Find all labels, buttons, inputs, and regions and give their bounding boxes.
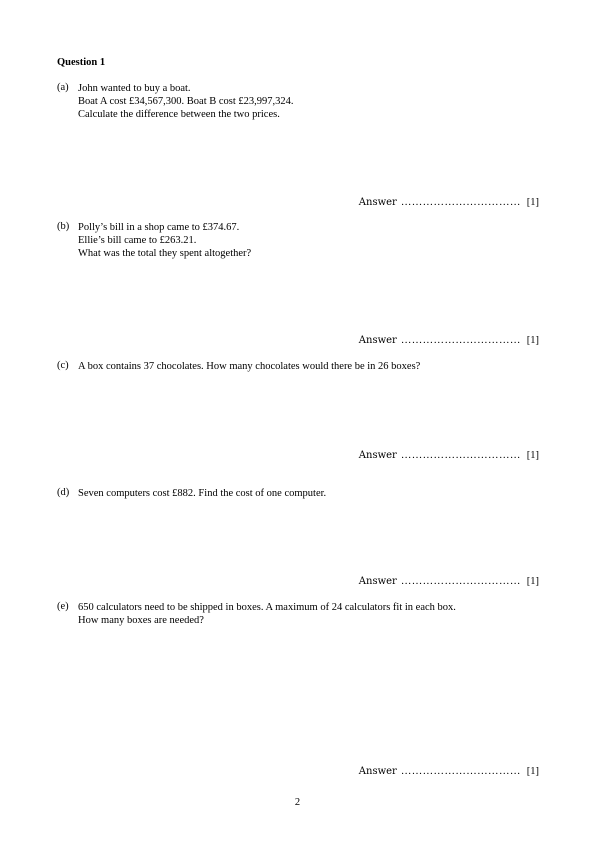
part-line: A box contains 37 chocolates. How many chocolates would there be in 26 boxes? [78, 361, 421, 372]
part-line: What was the total they spent altogether? [78, 248, 252, 259]
part-line: Calculate the difference between the two prices. [78, 109, 280, 120]
part-text [78, 601, 456, 627]
answer-line-e[interactable] [359, 766, 539, 777]
part-line: Boat A cost £34,567,300. Boat B cost £23,997,324. [78, 96, 294, 107]
part-text [78, 487, 326, 500]
part-text [78, 82, 294, 121]
part-label: (e) [57, 601, 69, 612]
question-title: Question 1 [57, 57, 106, 68]
part-label: (c) [57, 360, 69, 371]
part-line: 650 calculators need to be shipped in boxes. A maximum of 24 calculators fit in each box. [78, 602, 456, 613]
marks-label: [1] [526, 766, 539, 777]
part-text [78, 360, 420, 373]
part-line: John wanted to buy a boat. [78, 83, 191, 94]
part-line: How many boxes are needed? [78, 615, 204, 626]
part-line: Polly’s bill in a shop came to £374.67. [78, 222, 240, 233]
marks-label: [1] [526, 450, 539, 461]
answer-line-c[interactable] [359, 450, 539, 461]
answer-dots: …………………………… [400, 450, 521, 461]
answer-dots: …………………………… [400, 576, 521, 587]
marks-label: [1] [526, 576, 539, 587]
answer-dots: …………………………… [400, 335, 521, 346]
marks-label: [1] [526, 335, 539, 346]
part-label: (d) [57, 487, 70, 498]
part-label: (b) [57, 221, 70, 232]
answer-dots: …………………………… [400, 766, 521, 777]
answer-label: Answer [358, 576, 397, 587]
answer-label: Answer [358, 766, 397, 777]
answer-label: Answer [358, 335, 397, 346]
page-number: 2 [294, 797, 301, 808]
part-line: Ellie’s bill came to £263.21. [78, 235, 197, 246]
answer-line-b[interactable] [359, 335, 539, 346]
part-text [78, 221, 251, 260]
answer-line-a[interactable] [359, 197, 539, 208]
answer-line-d[interactable] [359, 576, 539, 587]
part-line: Seven computers cost £882. Find the cost of one computer. [78, 488, 327, 499]
answer-label: Answer [358, 450, 397, 461]
answer-dots: …………………………… [400, 197, 521, 208]
answer-label: Answer [358, 197, 397, 208]
marks-label: [1] [526, 197, 539, 208]
part-label: (a) [57, 82, 69, 93]
